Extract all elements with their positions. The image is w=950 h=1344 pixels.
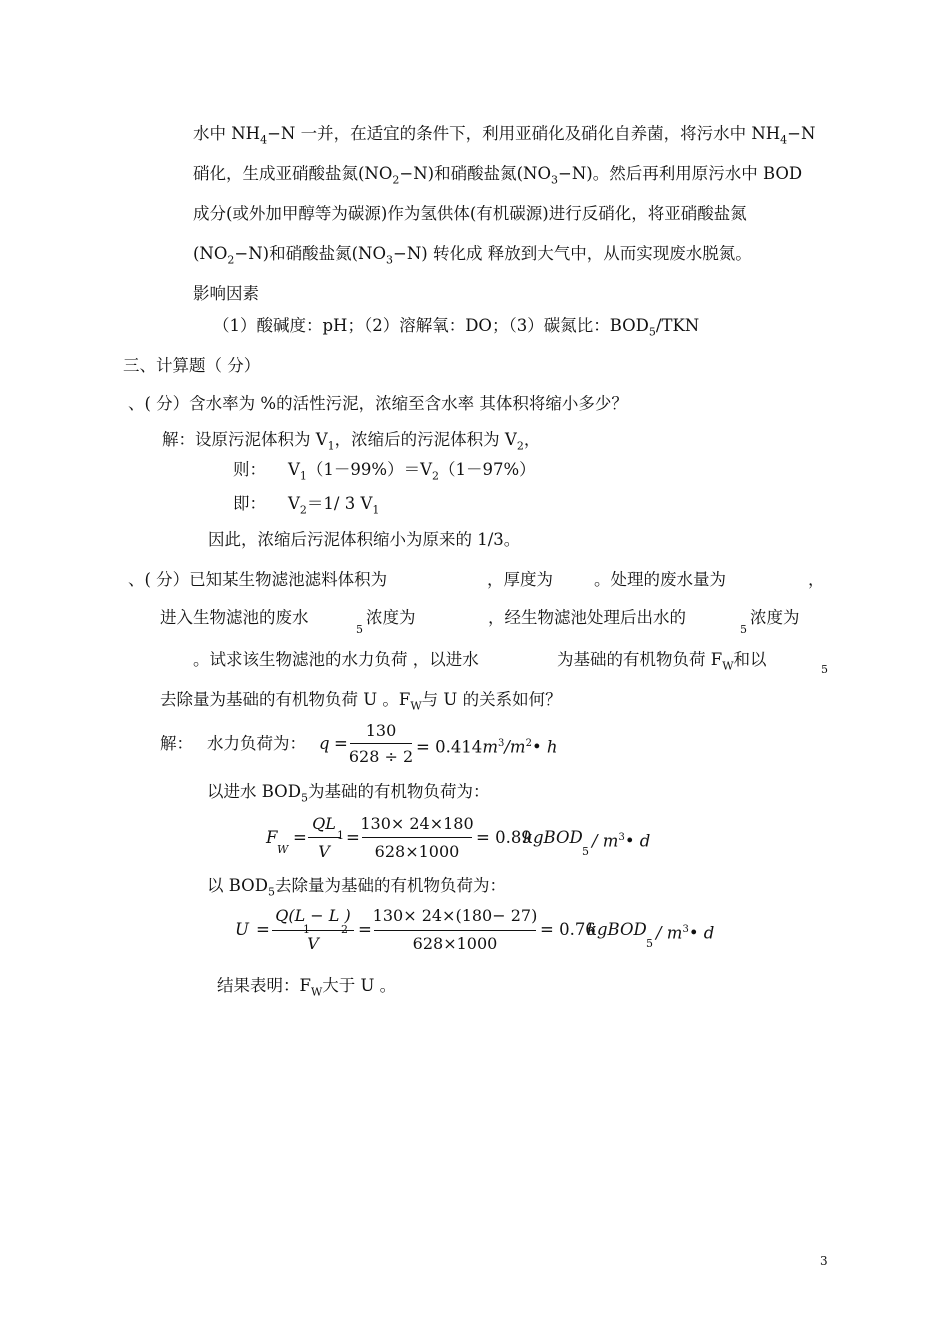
fraction-bar xyxy=(362,837,472,838)
page-number: 3 xyxy=(820,1254,828,1268)
formula-result xyxy=(416,734,558,758)
text: 以 BOD xyxy=(207,876,268,895)
fraction-numerator: 130 xyxy=(365,721,397,740)
fraction-bar xyxy=(374,930,536,931)
text: 解：设原污泥体积为 V xyxy=(162,430,328,449)
subscript: 2 xyxy=(341,923,348,936)
fraction-numerator: 130× 24×(180− 27) xyxy=(372,906,538,925)
text: 为基础的有机物负荷 F xyxy=(557,650,723,669)
text: −N) 转化成 释放到大气中，从而实现废水脱氮。 xyxy=(393,244,752,263)
formula-unit xyxy=(656,920,714,944)
subscript: 2 xyxy=(432,469,440,483)
text: /TKN xyxy=(655,316,700,335)
formula-equals: = xyxy=(293,828,307,847)
text: m xyxy=(509,737,526,757)
q2-line-2c: ，经生物滤池处理后出水的 xyxy=(488,608,686,627)
subscript: 3 xyxy=(386,253,394,267)
subscript: 5 xyxy=(356,623,363,636)
formula-equals: = xyxy=(334,734,348,753)
q2-result xyxy=(217,976,396,1002)
label: 即： xyxy=(233,494,266,513)
question-1: 、( 分）含水率为 %的活性污泥，浓缩至含水率 其体积将缩小多少？ xyxy=(128,394,628,413)
formula-equals: = xyxy=(358,920,372,939)
formula-result: = 0.89 xyxy=(476,828,532,847)
intro-line-4 xyxy=(193,244,752,270)
q2-line-1c: 。处理的废水量为 xyxy=(594,570,726,589)
subscript: 5 xyxy=(648,325,656,339)
text: 去除量为基础的有机物负荷为： xyxy=(274,876,506,895)
text: −N)和硝酸盐氮(NO xyxy=(399,164,552,183)
text: （1－97%） xyxy=(439,460,536,479)
superscript: 3 xyxy=(497,738,505,749)
hydraulic-load-label: 水力负荷为： xyxy=(207,734,306,753)
text: = 0.414 xyxy=(416,737,483,757)
subscript: 1 xyxy=(337,829,344,842)
text: 大于 U 。 xyxy=(322,976,397,995)
text: • d xyxy=(624,831,651,851)
label: 则： xyxy=(233,460,266,479)
subscript: 3 xyxy=(551,173,559,187)
q1-solution-line-1 xyxy=(162,430,540,456)
fraction-denominator: 628×1000 xyxy=(412,934,498,953)
q1-conclusion: 因此，浓缩后污泥体积缩小为原来的 1/3。 xyxy=(208,530,521,549)
text: 结果表明：F xyxy=(217,976,311,995)
q1-solution-line-2 xyxy=(233,460,536,486)
text: / m xyxy=(656,923,683,943)
text: m xyxy=(482,737,498,757)
text: / m xyxy=(592,831,619,851)
text: V xyxy=(288,494,300,513)
subscript: 5 xyxy=(582,845,589,858)
text: • h xyxy=(531,737,558,757)
text: 和以 xyxy=(733,650,767,669)
factors-title: 影响因素 xyxy=(193,284,259,303)
text: ＝1/ 3 V xyxy=(306,494,373,513)
section-title: 三、计算题（ 分） xyxy=(123,356,261,375)
subscript: 2 xyxy=(299,503,307,517)
q2-line-1a: 、( 分）已知某生物滤池滤料体积为 xyxy=(128,570,388,589)
text: −N xyxy=(787,124,816,143)
text: −N)。然后再利用原污水中 BOD xyxy=(558,164,803,183)
fraction-denominator: 628×1000 xyxy=(374,842,460,861)
superscript: 3 xyxy=(618,832,625,843)
intro-line-1 xyxy=(193,124,815,150)
superscript: 2 xyxy=(525,738,532,749)
q2-line-1d: ， xyxy=(808,570,825,589)
text: ， xyxy=(523,430,541,449)
formula-variable: U xyxy=(235,920,249,939)
fraction-bar xyxy=(272,930,354,931)
u-label xyxy=(207,876,506,902)
text: −N 一并，在适宜的条件下，利用亚硝化及硝化自养菌，将污水中 NH xyxy=(267,124,781,143)
fraction-bar xyxy=(308,837,340,838)
q2-line-2a: 进入生物滤池的废水 xyxy=(160,608,309,627)
fraction-denominator: V xyxy=(318,842,330,861)
q2-solution-label: 解： xyxy=(160,734,193,753)
formula-unit: kgBOD xyxy=(523,828,583,847)
factors-list xyxy=(213,316,699,342)
subscript: 4 xyxy=(780,133,788,147)
subscript: 2 xyxy=(516,439,524,453)
formula-equals: = xyxy=(256,920,270,939)
q2-line-1b: ，厚度为 xyxy=(487,570,553,589)
text: • d xyxy=(688,923,715,943)
subscript: W xyxy=(310,985,323,999)
subscript: 1 xyxy=(303,923,310,936)
text: V xyxy=(288,460,300,479)
fraction-denominator: V xyxy=(307,934,319,953)
text: 与 U 的关系如何？ xyxy=(421,690,562,709)
text: (NO xyxy=(193,244,228,263)
formula-variable: F xyxy=(266,828,278,847)
fraction-numerator: Q(L − L ) xyxy=(275,906,351,925)
text: 为基础的有机物负荷为： xyxy=(307,782,490,801)
subscript: 1 xyxy=(372,503,380,517)
formula-variable: q xyxy=(319,734,330,753)
q2-line-2b: 浓度为 xyxy=(366,608,416,627)
text: 水中 NH xyxy=(193,124,261,143)
q2-line-4 xyxy=(160,690,562,716)
fraction-bar xyxy=(350,743,412,744)
subscript: 5 xyxy=(646,937,653,950)
fw-label xyxy=(207,782,489,808)
subscript: W xyxy=(410,699,422,713)
subscript: 2 xyxy=(392,173,400,187)
text: 去除量为基础的有机物负荷 U 。F xyxy=(160,690,411,709)
q2-line-3b xyxy=(557,650,767,676)
text: / xyxy=(504,737,510,757)
formula-equals: = xyxy=(346,828,360,847)
subscript: 5 xyxy=(267,885,275,899)
subscript: W xyxy=(277,843,289,856)
fraction-numerator: QL xyxy=(312,814,336,833)
subscript: 2 xyxy=(227,253,235,267)
subscript: 1 xyxy=(299,469,307,483)
subscript: 4 xyxy=(260,133,268,147)
superscript: 3 xyxy=(682,924,689,935)
formula-unit: kgBOD xyxy=(587,920,647,939)
subscript: W xyxy=(722,659,734,673)
text: （1－99%）＝V xyxy=(306,460,433,479)
q2-line-3a: 。试求该生物滤池的水力负荷 ，以进水 xyxy=(193,650,479,669)
q2-line-2d: 浓度为 xyxy=(750,608,800,627)
formula-result: = 0.76 xyxy=(540,920,596,939)
text: ，浓缩后的污泥体积为 V xyxy=(334,430,517,449)
subscript: 5 xyxy=(740,623,747,636)
intro-line-3: 成分(或外加甲醇等为碳源)作为氢供体(有机碳源)进行反硝化，将亚硝酸盐氮 xyxy=(193,204,747,223)
subscript: 5 xyxy=(300,791,308,805)
text: （1）酸碱度：pH；（2）溶解氧：DO；（3）碳氮比：BOD xyxy=(213,316,649,335)
subscript: 1 xyxy=(327,439,335,453)
fraction-denominator: 628 ÷ 2 xyxy=(348,747,414,766)
text: 以进水 BOD xyxy=(207,782,301,801)
subscript: 5 xyxy=(821,663,828,676)
intro-line-2 xyxy=(193,164,802,190)
q1-solution-line-3 xyxy=(233,494,379,520)
text: −N)和硝酸盐氮(NO xyxy=(234,244,387,263)
fraction-numerator: 130× 24×180 xyxy=(360,814,474,833)
formula-unit xyxy=(592,828,650,852)
text: 硝化，生成亚硝酸盐氮(NO xyxy=(193,164,393,183)
